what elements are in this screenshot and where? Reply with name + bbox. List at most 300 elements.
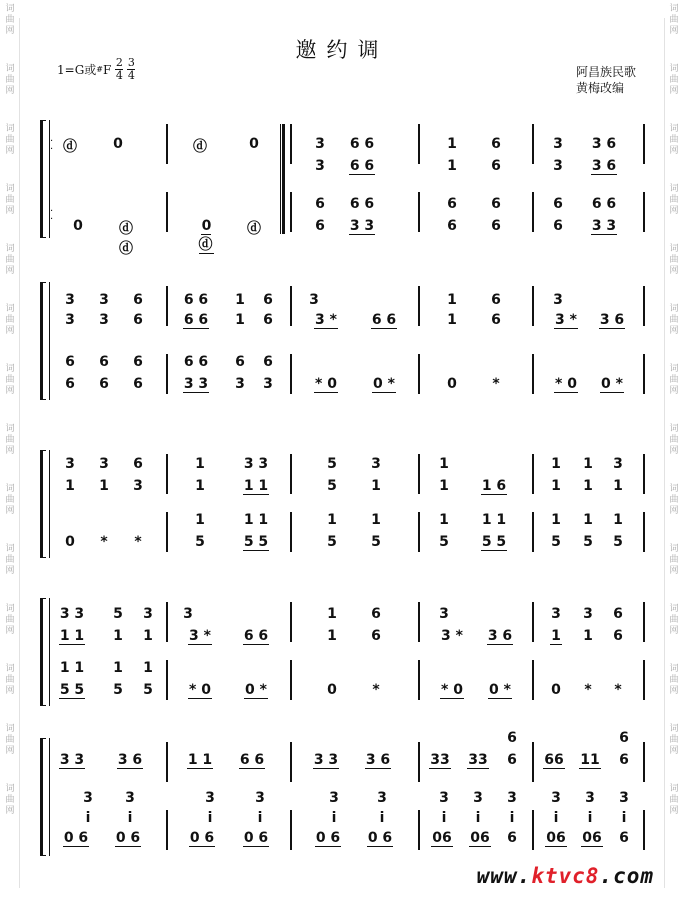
watermark-char: 曲 bbox=[669, 255, 679, 265]
bar-line bbox=[290, 286, 292, 326]
score-note: 6 6 bbox=[183, 312, 209, 328]
score-note: 3 bbox=[553, 136, 563, 152]
watermark-group bbox=[5, 784, 14, 817]
bar-line bbox=[290, 454, 292, 494]
score-note: 5 bbox=[195, 534, 205, 550]
bar-line bbox=[532, 454, 534, 494]
bar-line bbox=[532, 286, 534, 326]
score-note: 6 bbox=[133, 376, 143, 392]
score-note: 1 bbox=[551, 456, 561, 472]
watermark-char: 词 bbox=[669, 244, 679, 254]
score-note: 11 bbox=[580, 752, 600, 768]
bar-line bbox=[418, 286, 420, 326]
score-note: 3 bbox=[205, 790, 215, 806]
watermark-char: 网 bbox=[5, 806, 15, 816]
watermark-group bbox=[5, 4, 14, 37]
score-note: 0 6 bbox=[367, 830, 393, 846]
watermark-char: 曲 bbox=[5, 315, 15, 325]
score-note: 1 bbox=[235, 292, 245, 308]
score-note: 0 bbox=[249, 136, 259, 152]
score-note: 6 bbox=[133, 354, 143, 370]
score-note: 3 bbox=[183, 606, 193, 622]
watermark-char: 词 bbox=[5, 784, 15, 794]
watermark-char: 曲 bbox=[5, 375, 15, 385]
score-note: 0 bbox=[447, 376, 457, 392]
score-note: 6 bbox=[99, 376, 109, 392]
score-note: 5 bbox=[439, 534, 449, 550]
watermark-char: 曲 bbox=[669, 15, 679, 25]
score-note: 0 6 bbox=[315, 830, 341, 846]
bar-line bbox=[643, 742, 645, 782]
system-brace bbox=[40, 120, 46, 238]
bar-line bbox=[643, 512, 645, 552]
score-note: 6 bbox=[65, 354, 75, 370]
score-note: 0 ⓓ bbox=[198, 218, 213, 253]
watermark-char: 词 bbox=[669, 784, 679, 794]
score-note: 3 * bbox=[189, 628, 211, 644]
score-note: 3 bbox=[473, 790, 483, 806]
score-note: 3 bbox=[315, 136, 325, 152]
score-note: * 0 bbox=[555, 376, 577, 392]
bar-line bbox=[643, 124, 645, 164]
score-note: 1 bbox=[143, 660, 153, 676]
watermark-char: 词 bbox=[669, 544, 679, 554]
watermark-char: 曲 bbox=[669, 315, 679, 325]
score-note: 1 bbox=[551, 628, 561, 644]
score-note: 6 6 bbox=[239, 752, 265, 768]
score-note: 6 bbox=[315, 218, 325, 234]
score-note: 1 bbox=[65, 478, 75, 494]
score-note: 1 bbox=[235, 312, 245, 328]
credit-origin: 阿昌族民歌 bbox=[575, 65, 636, 79]
watermark-char: 网 bbox=[669, 506, 679, 516]
watermark-group bbox=[5, 184, 14, 217]
watermark-char: 词 bbox=[669, 424, 679, 434]
time-signature-1: $\frac{2}{4}$ bbox=[115, 56, 123, 82]
watermark-char: 曲 bbox=[669, 195, 679, 205]
score-note: 1 bbox=[583, 628, 593, 644]
score-note: 1 bbox=[551, 512, 561, 528]
score-note: 6 bbox=[491, 136, 501, 152]
score-note: * 0 bbox=[189, 682, 211, 698]
score-note: 6 bbox=[553, 218, 563, 234]
score-note: 5 bbox=[113, 682, 123, 698]
watermark-group bbox=[669, 724, 678, 757]
score-note: * bbox=[584, 682, 592, 698]
score-note: 33 bbox=[430, 752, 450, 768]
score-note: 3 6 bbox=[117, 752, 143, 768]
watermark-char: 词 bbox=[5, 484, 15, 494]
score-note: 3 bbox=[309, 292, 319, 308]
score-note: 6 6 bbox=[183, 354, 209, 370]
watermark-group bbox=[669, 304, 678, 337]
score-note: 6 bbox=[619, 830, 629, 846]
score-note: 6 bbox=[315, 196, 325, 212]
watermark-group bbox=[669, 364, 678, 397]
score-note: 0 bbox=[113, 136, 123, 152]
watermark-char: 曲 bbox=[669, 135, 679, 145]
score-note: 0 * bbox=[489, 682, 511, 698]
score-note: 3 3 bbox=[243, 456, 269, 472]
bar-line bbox=[166, 660, 168, 700]
score-note: i bbox=[85, 810, 91, 826]
score-note: 3 6 bbox=[591, 158, 617, 174]
score-note: 0 * bbox=[601, 376, 623, 392]
watermark-char: 词 bbox=[669, 664, 679, 674]
watermark-char: 词 bbox=[5, 604, 15, 614]
score-note: i bbox=[379, 810, 385, 826]
score-note: * bbox=[134, 534, 142, 550]
watermark-char: 词 bbox=[669, 304, 679, 314]
score-note: 3 bbox=[65, 292, 75, 308]
key-sharp: # bbox=[96, 65, 103, 74]
watermark-char: 网 bbox=[669, 386, 679, 396]
score-note: 3 bbox=[553, 292, 563, 308]
score-system bbox=[40, 120, 646, 257]
score-note: 3 bbox=[133, 478, 143, 494]
score-note: i bbox=[207, 810, 213, 826]
bar-line bbox=[290, 810, 292, 850]
score-note: 5 bbox=[327, 456, 337, 472]
watermark-char: 词 bbox=[5, 304, 15, 314]
watermark-char: 曲 bbox=[669, 555, 679, 565]
score-note: 5 bbox=[613, 534, 623, 550]
score-note: 3 3 bbox=[313, 752, 339, 768]
watermark-group bbox=[669, 184, 678, 217]
watermark-group bbox=[669, 64, 678, 97]
watermark-char: 词 bbox=[5, 64, 15, 74]
score-note: 6 6 bbox=[349, 196, 375, 212]
site-watermark: www.ktvc8.com bbox=[476, 864, 654, 888]
score-note: 0 bbox=[551, 682, 561, 698]
score-note: 1 bbox=[583, 512, 593, 528]
watermark-char: 网 bbox=[669, 566, 679, 576]
bar-line bbox=[418, 512, 420, 552]
bar-line bbox=[166, 354, 168, 394]
score-note: 6 bbox=[133, 312, 143, 328]
left-watermark bbox=[2, 0, 18, 912]
score-note: 1 6 bbox=[481, 478, 507, 494]
watermark-char: 词 bbox=[669, 484, 679, 494]
score-note: 1 bbox=[195, 478, 205, 494]
score-note: i bbox=[257, 810, 263, 826]
score-note: 3 bbox=[315, 158, 325, 174]
watermark-char: 曲 bbox=[5, 255, 15, 265]
score-note: 1 bbox=[327, 512, 337, 528]
score-note: 6 6 bbox=[591, 196, 617, 212]
watermark-char: 词 bbox=[669, 64, 679, 74]
score-note: 6 bbox=[65, 376, 75, 392]
score-note: 3 3 bbox=[591, 218, 617, 234]
score-note: 0 6 bbox=[115, 830, 141, 846]
watermark-char: 曲 bbox=[5, 15, 15, 25]
watermark-char: 词 bbox=[669, 4, 679, 14]
system-line bbox=[49, 450, 50, 558]
watermark-char: 网 bbox=[5, 206, 15, 216]
watermark-char: 网 bbox=[5, 566, 15, 576]
watermark-char: 词 bbox=[5, 544, 15, 554]
bar-line bbox=[643, 454, 645, 494]
score-note: 1 1 bbox=[59, 628, 85, 644]
score-note: 3 bbox=[99, 292, 109, 308]
score-note: 6 bbox=[447, 218, 457, 234]
system-brace bbox=[40, 738, 46, 856]
bar-line bbox=[532, 192, 534, 232]
watermark-char: 词 bbox=[5, 424, 15, 434]
watermark-char: 网 bbox=[669, 686, 679, 696]
bar-line bbox=[290, 192, 292, 232]
score-note: 3 * bbox=[555, 312, 577, 328]
credit-arranger: 黄梅改编 bbox=[575, 81, 624, 95]
system-line bbox=[49, 598, 50, 706]
score-note: 6 bbox=[263, 354, 273, 370]
score-note: 5 bbox=[113, 606, 123, 622]
watermark-char: 词 bbox=[5, 664, 15, 674]
score-note: 0 * bbox=[245, 682, 267, 698]
bar-line bbox=[418, 660, 420, 700]
bar-line bbox=[290, 602, 292, 642]
watermark-group bbox=[5, 424, 14, 457]
score-note: 6 6 bbox=[349, 158, 375, 174]
watermark-char: 词 bbox=[669, 724, 679, 734]
score-note: 3 bbox=[65, 456, 75, 472]
score-note: 6 bbox=[371, 606, 381, 622]
bar-line bbox=[290, 512, 292, 552]
watermark-group bbox=[669, 784, 678, 817]
bar-line bbox=[290, 742, 292, 782]
watermark-char: 网 bbox=[669, 806, 679, 816]
score-note: 0 6 bbox=[243, 830, 269, 846]
score-note: 06 bbox=[546, 830, 566, 846]
score-note: 1 bbox=[551, 478, 561, 494]
score-note: 5 5 bbox=[481, 534, 507, 550]
bar-line bbox=[532, 602, 534, 642]
score-note: 1 1 bbox=[187, 752, 213, 768]
watermark-char: 曲 bbox=[669, 375, 679, 385]
system-line bbox=[49, 738, 50, 856]
watermark-char: 网 bbox=[5, 746, 15, 756]
score-note: 66 bbox=[544, 752, 564, 768]
score-note: 1 bbox=[439, 512, 449, 528]
watermark-char: 网 bbox=[5, 686, 15, 696]
score-note: 6 bbox=[491, 292, 501, 308]
score-note: 3 bbox=[439, 790, 449, 806]
watermark-char: 曲 bbox=[669, 435, 679, 445]
score-note: 3 bbox=[83, 790, 93, 806]
system-brace bbox=[40, 282, 46, 400]
watermark-group bbox=[669, 544, 678, 577]
system-line bbox=[49, 282, 50, 400]
bar-line bbox=[643, 354, 645, 394]
watermark-char: 曲 bbox=[5, 555, 15, 565]
score-note: 3 3 bbox=[349, 218, 375, 234]
song-title: 邀约调 bbox=[295, 38, 389, 62]
watermark-group bbox=[669, 604, 678, 637]
score-note: 6 bbox=[263, 292, 273, 308]
watermark-group bbox=[5, 664, 14, 697]
watermark-char: 网 bbox=[5, 146, 15, 156]
score-note: 1 bbox=[447, 158, 457, 174]
score-note: 6 bbox=[491, 158, 501, 174]
score-note: 1 bbox=[371, 512, 381, 528]
watermark-char: 曲 bbox=[669, 735, 679, 745]
score-note: 1 bbox=[143, 628, 153, 644]
score-system bbox=[40, 598, 646, 706]
watermark-char: 词 bbox=[669, 184, 679, 194]
watermark-char: 网 bbox=[5, 506, 15, 516]
bar-line bbox=[418, 602, 420, 642]
watermark-char: 网 bbox=[669, 86, 679, 96]
watermark-char: 词 bbox=[669, 364, 679, 374]
score-note: 33 bbox=[468, 752, 488, 768]
score-note: 3 bbox=[263, 376, 273, 392]
time-signature-2: $\frac{3}{4}$ bbox=[127, 56, 135, 82]
score-note: 1 1 bbox=[243, 512, 269, 528]
score-note: 6 bbox=[133, 292, 143, 308]
watermark-group bbox=[669, 244, 678, 277]
score-note: 6 bbox=[447, 196, 457, 212]
score-note: 3 bbox=[613, 456, 623, 472]
watermark-char: 曲 bbox=[5, 195, 15, 205]
score-note: 6 bbox=[491, 312, 501, 328]
watermark-char: 网 bbox=[5, 326, 15, 336]
credit bbox=[576, 64, 636, 96]
score-note: 06 bbox=[432, 830, 452, 846]
score-note: 3 6 bbox=[365, 752, 391, 768]
watermark-char: 网 bbox=[5, 266, 15, 276]
score-note: 3 bbox=[377, 790, 387, 806]
score-note: 6 bbox=[491, 196, 501, 212]
bar-line bbox=[532, 810, 534, 850]
score-note: 3 bbox=[65, 312, 75, 328]
score-note: 6 bbox=[619, 730, 629, 746]
score-note: 5 bbox=[551, 534, 561, 550]
watermark-char: 曲 bbox=[5, 435, 15, 445]
score-note: 6 6 bbox=[243, 628, 269, 644]
score-note: 6 6 bbox=[349, 136, 375, 152]
bar-line bbox=[166, 454, 168, 494]
score-note: 3 bbox=[255, 790, 265, 806]
bar-line bbox=[166, 742, 168, 782]
score-note: 3 bbox=[329, 790, 339, 806]
score-note: * bbox=[492, 376, 500, 392]
score-note: i bbox=[621, 810, 627, 826]
score-note: 6 bbox=[99, 354, 109, 370]
bar-line bbox=[166, 124, 168, 164]
watermark-char: 网 bbox=[5, 626, 15, 636]
watermark-group bbox=[5, 244, 14, 277]
watermark-group bbox=[669, 424, 678, 457]
score-note: 6 6 bbox=[183, 292, 209, 308]
watermark-char: 网 bbox=[669, 446, 679, 456]
score-note: i bbox=[331, 810, 337, 826]
score-note: 1 bbox=[439, 456, 449, 472]
score-note: 6 bbox=[613, 606, 623, 622]
score-note: 0 bbox=[65, 534, 75, 550]
score-note: 3 bbox=[125, 790, 135, 806]
score-note: * 0 bbox=[315, 376, 337, 392]
score-note: i bbox=[127, 810, 133, 826]
bar-line bbox=[643, 810, 645, 850]
score-note: 1 bbox=[99, 478, 109, 494]
bar-line bbox=[532, 512, 534, 552]
score-note: i bbox=[553, 810, 559, 826]
score-note: 1 bbox=[613, 478, 623, 494]
score-note: * bbox=[372, 682, 380, 698]
bar-line bbox=[532, 742, 534, 782]
bar-line bbox=[166, 286, 168, 326]
watermark-char: 网 bbox=[669, 326, 679, 336]
score-note: 0 * bbox=[373, 376, 395, 392]
score-note: 3 3 bbox=[183, 376, 209, 392]
score-note: 3 bbox=[551, 790, 561, 806]
bar-line bbox=[418, 192, 420, 232]
watermark-char: 词 bbox=[5, 124, 15, 134]
bar-line bbox=[643, 660, 645, 700]
score-note: 3 * bbox=[441, 628, 463, 644]
score-note: 1 bbox=[195, 456, 205, 472]
score-note: 1 1 bbox=[59, 660, 85, 676]
score-note: 5 5 bbox=[243, 534, 269, 550]
watermark-char: 词 bbox=[5, 244, 15, 254]
score-note: 0 6 bbox=[63, 830, 89, 846]
repeat-barline bbox=[280, 124, 285, 234]
score-note: 1 bbox=[327, 628, 337, 644]
score-note: 5 bbox=[583, 534, 593, 550]
right-watermark bbox=[666, 0, 682, 912]
watermark-char: 网 bbox=[5, 26, 15, 36]
watermark-char: 曲 bbox=[669, 795, 679, 805]
watermark-char: 曲 bbox=[669, 675, 679, 685]
watermark-char: 词 bbox=[5, 184, 15, 194]
watermark-group bbox=[5, 484, 14, 517]
score-note: 3 bbox=[99, 312, 109, 328]
score-note: 3 bbox=[583, 606, 593, 622]
score-note: 6 6 bbox=[371, 312, 397, 328]
watermark-char: 词 bbox=[669, 124, 679, 134]
watermark-char: 网 bbox=[5, 86, 15, 96]
bar-line bbox=[290, 660, 292, 700]
bar-line bbox=[643, 602, 645, 642]
bar-line bbox=[418, 742, 420, 782]
watermark-char: 词 bbox=[5, 4, 15, 14]
system-brace bbox=[40, 598, 46, 706]
score-note: 6 bbox=[507, 752, 517, 768]
watermark-char: 曲 bbox=[5, 615, 15, 625]
score-note: ⓓ bbox=[193, 139, 207, 155]
watermark-char: 词 bbox=[5, 364, 15, 374]
bar-line bbox=[418, 454, 420, 494]
bar-line bbox=[418, 810, 420, 850]
score-system bbox=[40, 730, 646, 856]
score-note: 3 * bbox=[315, 312, 337, 328]
watermark-char: 曲 bbox=[5, 135, 15, 145]
score-note: 1 bbox=[195, 512, 205, 528]
bar-line bbox=[643, 192, 645, 232]
score-note: 6 bbox=[371, 628, 381, 644]
score-note: 3 3 bbox=[59, 752, 85, 768]
watermark-group bbox=[5, 304, 14, 337]
score-note: 1 bbox=[583, 456, 593, 472]
bar-line bbox=[166, 602, 168, 642]
score-note: 3 bbox=[439, 606, 449, 622]
watermark-group bbox=[669, 4, 678, 37]
watermark-group bbox=[5, 604, 14, 637]
score-note: 5 bbox=[143, 682, 153, 698]
watermark-group bbox=[5, 364, 14, 397]
score-note: 5 bbox=[327, 534, 337, 550]
watermark-char: 曲 bbox=[5, 75, 15, 85]
